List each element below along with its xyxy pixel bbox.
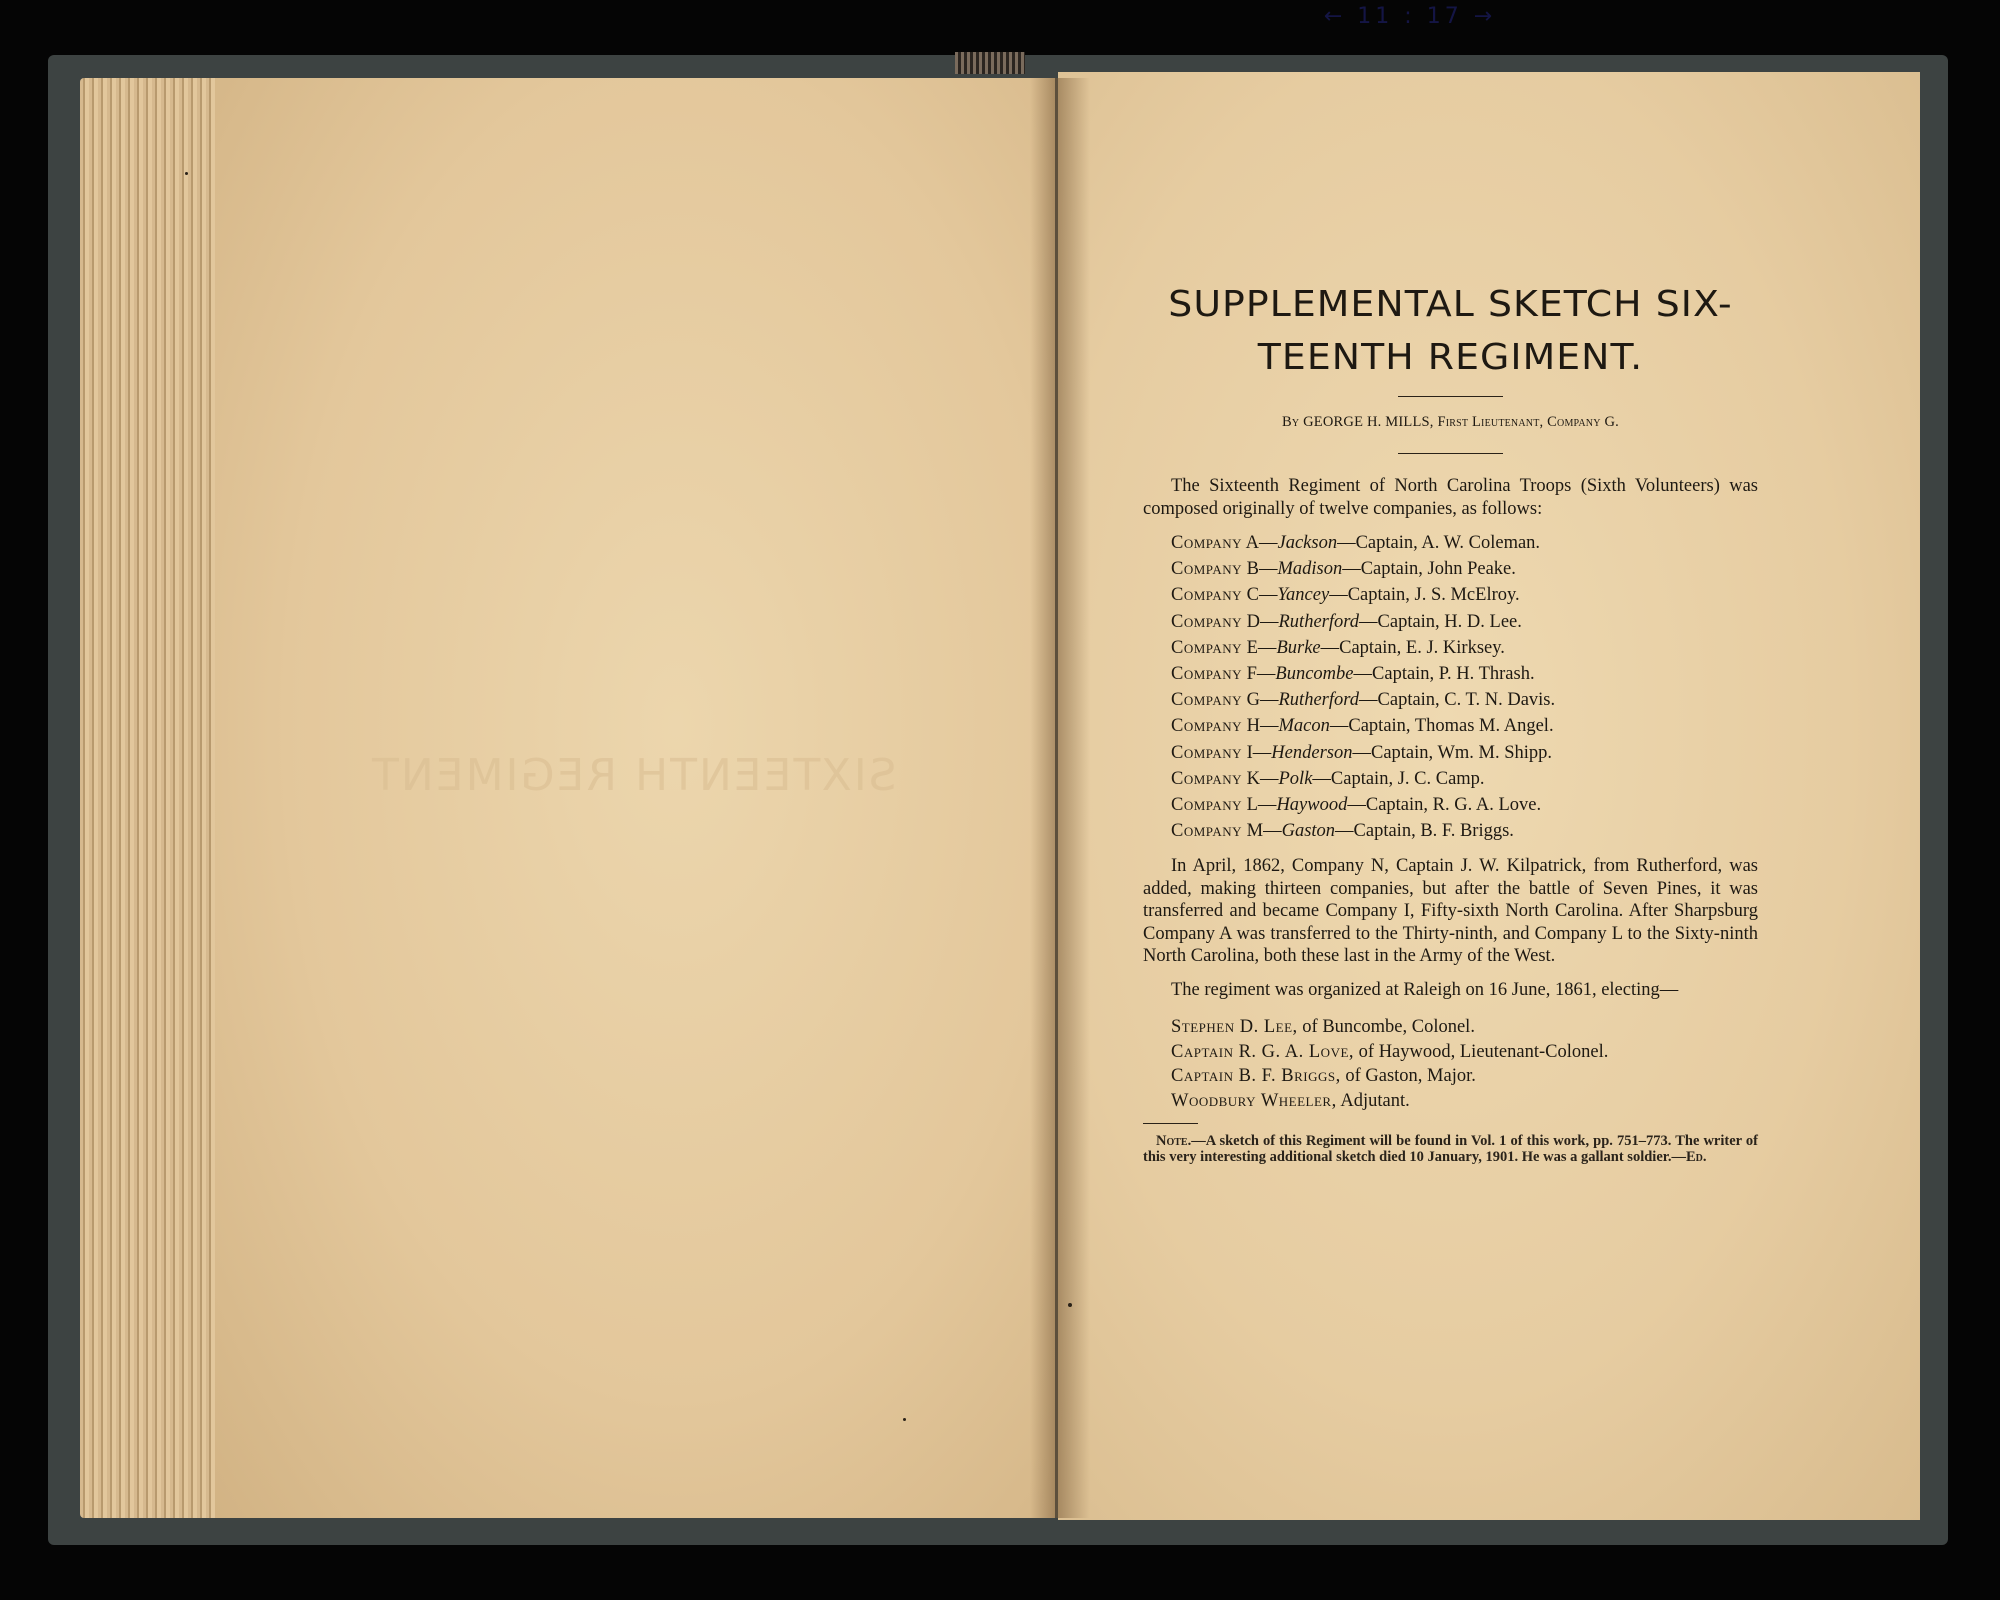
note-label: Note [1156,1133,1188,1150]
officer-name: Stephen D. Lee, [1171,1017,1298,1038]
company-letter: E— [1246,637,1277,658]
company-captain: —Captain, C. T. N. Davis. [1359,690,1556,711]
left-page-bleed-through: SIXTEENTH REGIMENT [370,750,897,801]
company-label: Company [1171,664,1242,685]
right-page-text [1143,278,1758,1165]
byline-rank: First Lieutenant, Company G. [1437,414,1619,430]
company-label: Company [1171,716,1242,737]
officer-list [1143,1015,1758,1113]
company-entry [1171,713,1758,739]
officer-name: Woodbury Wheeler, [1171,1090,1337,1111]
page-speck [1068,1303,1072,1307]
company-label: Company [1171,742,1242,763]
title-line-2: TEENTH REGIMENT. [1257,337,1644,378]
spine-tab-label: ← 11 : 17 → [1323,3,1497,29]
page-speck [903,1418,906,1421]
company-letter: A— [1245,533,1278,553]
company-label: Company [1171,795,1242,816]
company-label: Company [1171,637,1242,658]
company-list [1143,530,1758,844]
note-text: .—A sketch of this Regiment will be found in Vol. 1 of this work, pp. 751–773. The writer of this very interesting additional sketch died 10 January, 1901. He was a gallant soldier.— [1143,1133,1758,1165]
company-county: Polk [1278,768,1313,789]
company-captain: —Captain, J. S. McElroy. [1329,585,1520,606]
company-label: Company [1171,533,1242,553]
officer-role: of Buncombe, Colonel. [1297,1017,1475,1038]
officer-name: Captain B. F. Briggs, [1171,1066,1341,1087]
company-county: Henderson [1271,742,1353,763]
april-paragraph: In April, 1862, Company N, Captain J. W. Kilpatrick, from Rutherford, was added, making thirteen companies, but after the battle of Seven Pines, it was transferred and became Company I, Fifty-sixth North Carolina. After Sharpsburg Company A was transferred to the Thirty-ninth, and Company L to the Sixty-ninth North Carolina, both these last in the Army of the West. [1143,856,1758,967]
company-county: Macon [1278,716,1330,737]
byline-rule [1398,453,1503,454]
company-entry [1171,530,1758,556]
page-speck [185,172,188,175]
company-captain: —Captain, P. H. Thrash. [1353,664,1535,685]
headband [955,52,1025,74]
company-entry [1171,687,1758,713]
officer-entry [1171,1089,1758,1114]
company-letter: D— [1246,611,1279,632]
editor-note [1143,1134,1758,1165]
company-letter: F— [1246,664,1276,685]
sketch-title [1128,278,1774,384]
company-entry [1171,635,1758,661]
company-county: Rutherford [1278,611,1360,632]
company-county: Yancey [1277,585,1330,606]
company-letter: H— [1246,716,1279,737]
company-county: Buncombe [1275,664,1354,685]
officer-entry [1171,1064,1758,1089]
title-rule [1398,396,1503,397]
company-entry [1171,661,1758,687]
company-county: Jackson [1277,533,1338,553]
officer-name: Captain R. G. A. Love, [1171,1041,1355,1062]
company-label: Company [1171,768,1242,789]
company-letter: M— [1246,821,1282,842]
officer-role: of Gaston, Major. [1340,1066,1476,1087]
company-county: Madison [1277,559,1343,580]
title-line-1: SUPPLEMENTAL SKETCH SIX- [1168,284,1733,325]
company-label: Company [1171,559,1242,580]
company-county: Haywood [1276,795,1348,816]
company-letter: K— [1246,768,1279,789]
byline-author: GEORGE H. MILLS, [1303,414,1434,430]
company-captain: —Captain, Wm. M. Shipp. [1352,742,1553,763]
company-county: Burke [1276,637,1321,658]
company-captain: —Captain, A. W. Coleman. [1337,533,1541,553]
company-county: Rutherford [1278,690,1360,711]
note-signoff: Ed. [1686,1148,1707,1165]
company-captain: —Captain, John Peake. [1342,559,1516,580]
company-entry [1171,609,1758,635]
company-letter: I— [1246,742,1272,763]
company-captain: —Captain, Thomas M. Angel. [1329,716,1554,737]
company-entry [1171,582,1758,608]
company-county: Gaston [1281,821,1336,842]
company-label: Company [1171,690,1242,711]
company-captain: —Captain, B. F. Briggs. [1335,821,1514,842]
company-entry [1171,792,1758,818]
officer-entry [1171,1040,1758,1065]
company-captain: —Captain, H. D. Lee. [1359,611,1522,632]
officer-role: Adjutant. [1336,1090,1410,1111]
company-captain: —Captain, R. G. A. Love. [1347,795,1542,816]
company-entry [1171,818,1758,844]
intro-paragraph: The Sixteenth Regiment of North Carolina Troops (Sixth Volunteers) was composed originally of twelve companies, as follows: [1143,476,1758,519]
organized-paragraph: The regiment was organized at Raleigh on 16 June, 1861, electing— [1171,979,1679,1000]
company-label: Company [1171,821,1242,842]
company-entry [1171,740,1758,766]
company-letter: B— [1246,559,1278,580]
company-label: Company [1171,611,1242,632]
officer-role: of Haywood, Lieutenant-Colonel. [1354,1041,1609,1062]
company-label: Company [1171,585,1242,606]
officer-entry [1171,1015,1758,1040]
company-entry [1171,766,1758,792]
company-letter: L— [1246,795,1277,816]
page-edges [80,78,230,1518]
company-letter: C— [1246,585,1278,606]
footnote-rule [1143,1123,1198,1124]
byline-by: By [1282,414,1300,430]
company-captain: —Captain, J. C. Camp. [1312,768,1485,789]
company-captain: —Captain, E. J. Kirksey. [1320,637,1505,658]
company-letter: G— [1246,690,1279,711]
company-entry [1171,556,1758,582]
byline [1143,414,1758,431]
book-gutter [1030,78,1090,1518]
